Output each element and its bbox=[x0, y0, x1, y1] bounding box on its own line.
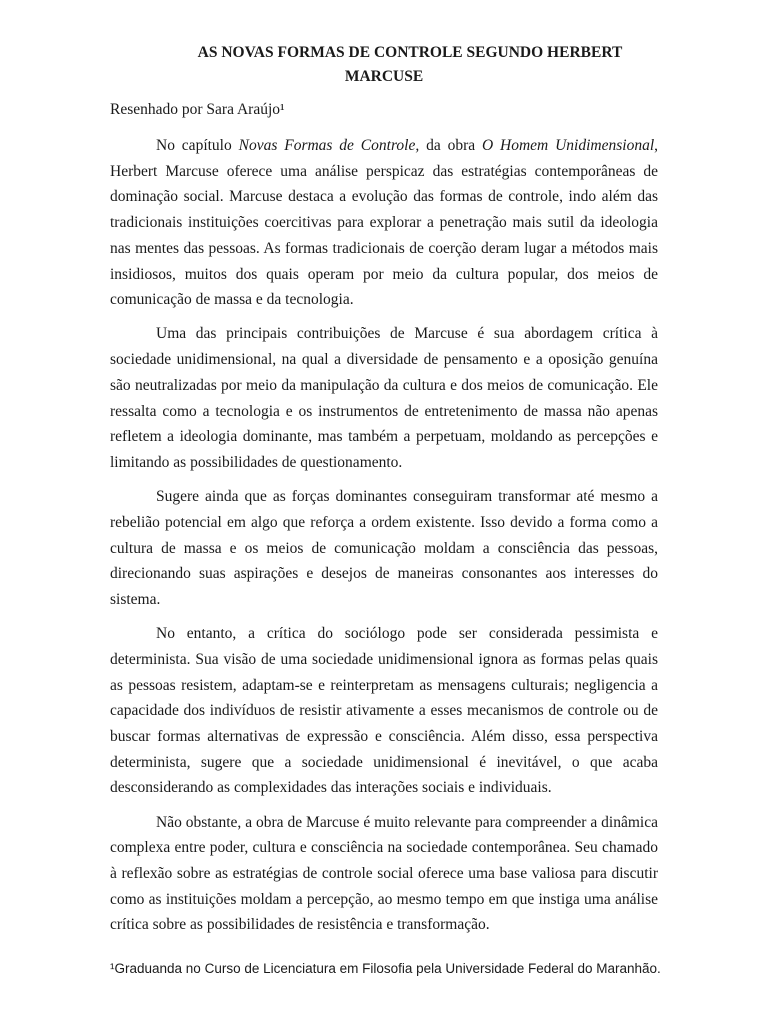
paragraph-1-intro: No capítulo bbox=[156, 137, 239, 154]
paragraph-1-connector: da obra bbox=[419, 137, 482, 154]
review-body bbox=[110, 133, 658, 947]
document-title-line-2: MARCUSE bbox=[344, 68, 424, 85]
chapter-title: Novas Formas de Controle, bbox=[238, 137, 420, 154]
document-title-line-1: AS NOVAS FORMAS DE CONTROLE SEGUNDO HERBERT bbox=[197, 44, 623, 61]
paragraph-3: Sugere ainda que as forças dominantes conseguiram transformar até mesmo a rebelião potencial em algo que reforça a ordem existente. Isso devido a forma como a cultura de massa e os meios de comunicação moldam a consciência das pessoas, direcionando suas aspirações e desejos de maneiras consonantes aos interesses do sistema. bbox=[110, 488, 658, 608]
paragraph-4: No entanto, a crítica do sociólogo pode ser considerada pessimista e determinista. Sua visão de uma sociedade unidimensional ignora as formas pelas quais as pessoas resistem, adaptam-se e reinterpretam as mensagens culturais; negligencia a capacidade dos indivíduos de resistir ativamente a esses mecanismos de controle ou de buscar formas alternativas de expressão e consciência. Além disso, essa perspectiva determinista, sugere que a sociedade unidimensional é inevitável, o que acaba desconsiderando as complexidades das interações sociais e individuais. bbox=[110, 625, 658, 797]
paragraph-1-text: , Herbert Marcuse oferece uma análise perspicaz das estratégias contemporâneas de dominação social. Marcuse destaca a evolução das formas de controle, indo além das tradicionais instituições coercitivas para explorar a penetração mais sutil da ideologia nas mentes das pessoas. As formas tradicionais de coerção deram lugar a métodos mais insidiosos, muitos dos quais operam por meio da cultura popular, dos meios de comunicação de massa e da tecnologia. bbox=[110, 137, 659, 309]
paragraph-5: Não obstante, a obra de Marcuse é muito relevante para compreender a dinâmica complexa entre poder, cultura e consciência na sociedade contemporânea. Seu chamado à reflexão sobre as estratégias de controle social oferece uma base valiosa para discutir como as instituições moldam a percepção, ao mesmo tempo em que instiga uma análise crítica sobre as possibilidades de resistência e transformação. bbox=[110, 813, 658, 934]
footnote: ¹Graduanda no Curso de Licenciatura em Filosofia pela Universidade Federal do Maranhão. bbox=[110, 961, 661, 976]
review-author: Resenhado por Sara Araújo¹ bbox=[110, 101, 285, 118]
book-title: O Homem Unidimensional bbox=[481, 137, 655, 154]
paragraph-2: Uma das principais contribuições de Marcuse é sua abordagem crítica à sociedade unidimensional, na qual a diversidade de pensamento e a oposição genuína são neutralizadas por meio da manipulação da cultura e dos meios de comunicação. Ele ressalta como a tecnologia e os instrumentos de entretenimento de massa não apenas refletem a ideologia dominante, mas também a perpetuam, moldando as percepções e limitando as possibilidades de questionamento. bbox=[110, 325, 658, 471]
paragraph-1 bbox=[110, 133, 658, 313]
